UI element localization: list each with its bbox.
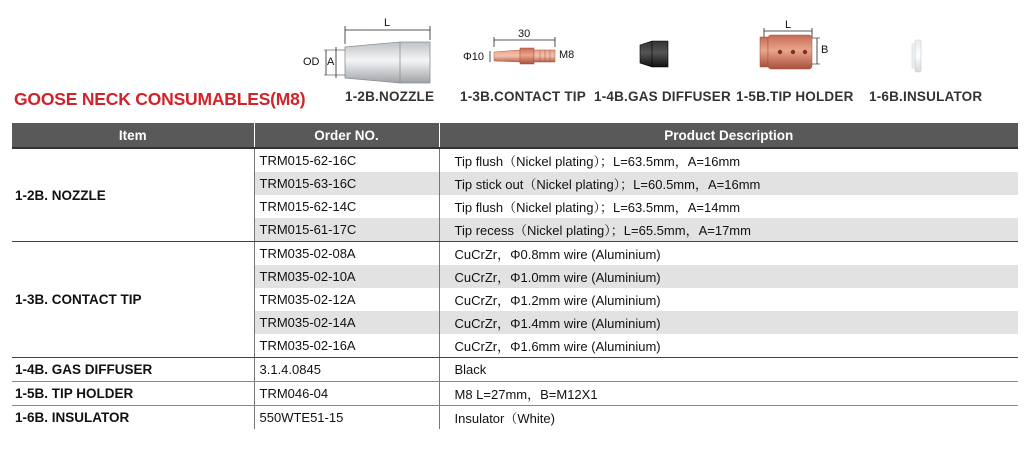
desc-cell: CuCrZr，Φ1.6mm wire (Aluminium) — [439, 334, 1018, 358]
order-cell: TRM015-62-16C — [254, 148, 439, 172]
insulator-icon — [912, 40, 921, 72]
item-cell-gas-diffuser: 1-4B. GAS DIFFUSER — [12, 358, 254, 382]
header-item: Item — [12, 123, 254, 148]
nozzle-icon — [324, 26, 430, 83]
header-description: Product Description — [439, 123, 1018, 148]
order-cell: 3.1.4.0845 — [254, 358, 439, 382]
desc-cell: Tip flush（Nickel plating）；L=63.5mm，A=16mm — [439, 148, 1018, 172]
order-cell: TRM035-02-16A — [254, 334, 439, 358]
tip-dim-dia: Φ10 — [463, 51, 485, 63]
tip-dim-length: 30 — [518, 28, 531, 40]
part-label-tip-holder: 1-5B.TIP HOLDER — [736, 89, 854, 104]
order-cell: TRM035-02-14A — [254, 311, 439, 334]
contact-tip-icon — [490, 37, 555, 64]
table-row — [12, 242, 1018, 266]
order-cell: TRM035-02-08A — [254, 242, 439, 266]
desc-cell: Tip flush（Nickel plating）；L=63.5mm，A=14mm — [439, 195, 1018, 218]
table-row — [12, 382, 1018, 406]
order-cell: TRM046-04 — [254, 382, 439, 406]
nozzle-dim-l: L — [384, 17, 391, 29]
desc-cell: CuCrZr，Φ0.8mm wire (Aluminium) — [439, 242, 1018, 266]
part-label-insulator: 1-6B.INSULATOR — [869, 89, 983, 104]
desc-cell: Insulator（White) — [439, 406, 1018, 430]
desc-cell: CuCrZr，Φ1.4mm wire (Aluminium) — [439, 311, 1018, 334]
nozzle-dim-od: OD — [303, 56, 320, 68]
item-cell-tip-holder: 1-5B. TIP HOLDER — [12, 382, 254, 406]
desc-cell: CuCrZr，Φ1.0mm wire (Aluminium) — [439, 265, 1018, 288]
order-cell: TRM015-61-17C — [254, 218, 439, 242]
gas-diffuser-icon — [640, 41, 668, 67]
item-cell-insulator: 1-6B. INSULATOR — [15, 410, 130, 425]
desc-cell: Tip recess（Nickel plating）；L=65.5mm，A=17mm — [439, 218, 1018, 242]
page-title: GOOSE NECK CONSUMABLES(M8) — [14, 89, 306, 109]
holder-dim-b: B — [821, 44, 829, 56]
part-label-nozzle: 1-2B.NOZZLE — [345, 89, 435, 104]
order-cell: TRM015-63-16C — [254, 172, 439, 195]
tip-holder-icon — [760, 28, 820, 69]
table-row — [12, 358, 1018, 382]
desc-cell: Black — [439, 358, 1018, 382]
item-cell-contact-tip: 1-3B. CONTACT TIP — [12, 242, 254, 358]
nozzle-dim-a: A — [327, 56, 335, 68]
part-label-gas-diffuser: 1-4B.GAS DIFFUSER — [594, 89, 731, 104]
order-cell: TRM035-02-12A — [254, 288, 439, 311]
header-order-no: Order NO. — [254, 123, 439, 148]
table-header-row — [12, 123, 1018, 148]
desc-cell: M8 L=27mm，B=M12X1 — [439, 382, 1018, 406]
order-cell: 550WTE51-15 — [254, 406, 439, 430]
order-cell: TRM015-62-14C — [254, 195, 439, 218]
tip-dim-thread: M8 — [559, 49, 575, 61]
consumables-table — [12, 123, 1018, 429]
desc-cell: CuCrZr，Φ1.2mm wire (Aluminium) — [439, 288, 1018, 311]
table-row — [12, 148, 1018, 172]
table-row — [12, 406, 1018, 430]
desc-cell: Tip stick out（Nickel plating）；L=60.5mm，A=16mm — [439, 172, 1018, 195]
item-cell-nozzle: 1-2B. NOZZLE — [12, 148, 254, 242]
order-cell: TRM035-02-10A — [254, 265, 439, 288]
part-label-contact-tip: 1-3B.CONTACT TIP — [460, 89, 586, 104]
holder-dim-l: L — [785, 19, 792, 31]
